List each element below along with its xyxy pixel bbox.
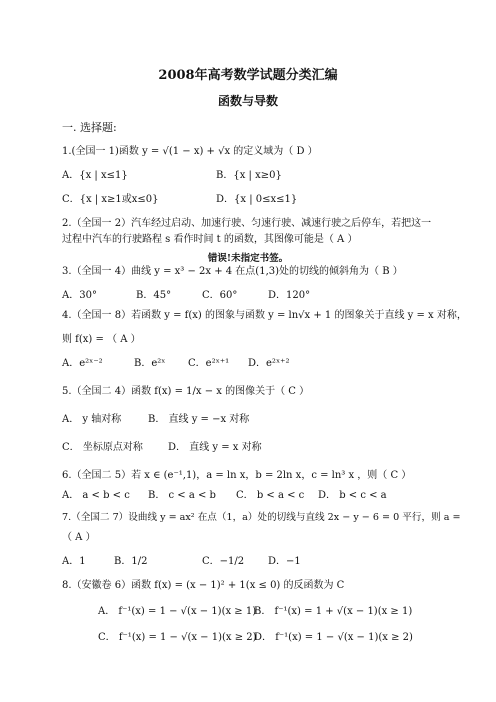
q3-option-b: B．45° [136,290,172,301]
q7-option-b: B．1/2 [114,556,148,567]
q8-stem: 8.（安徽卷 6）函数 f(x) = (x − 1)² + 1(x ≤ 0) 的反函数为 C [62,580,345,591]
q7-line-2: （ A ） [62,532,96,543]
q4-option-b: B．e²ˣ [134,358,166,369]
q7-option-c: C．−1/2 [202,556,245,567]
q4-line-1: 4.（全国一 8）若函数 y = f(x) 的图象与函数 y = ln√x + 1 的图象关于直线 y = x 对称， [62,310,467,321]
q6-option-d: D． b < c < a [318,490,387,501]
q3-stem: 3.（全国一 4）曲线 y = x³ − 2x + 4 在点(1,3)处的切线的倾斜角为（ B ） [62,266,403,277]
q5-stem: 5.（全国二 4）函数 f(x) = 1/x − x 的图像关于（ C ） [62,386,310,397]
q8-option-d: D． f⁻¹(x) = 1 − √(x − 1)(x ≥ 2) [254,632,413,643]
q1-stem: 1.(全国一 1)函数 y = √(1 − x) + √x 的定义域为（ D ） [62,146,318,157]
q4-option-c: C．e²ˣ⁺¹ [188,358,230,369]
q1-option-a: A．{x | x≤1} [62,170,128,181]
q7-option-a: A．1 [62,556,86,567]
q4-line-2: 则 f(x) = （ A ） [62,334,141,345]
q5-option-d: D． 直线 y = x 对称 [168,442,262,453]
q1-option-d: D．{x | 0≤x≤1} [216,194,298,205]
q6-stem: 6.（全国二 5）若 x ∈ (e⁻¹,1)，a = ln x，b = 2ln x，c = ln³ x ，则（ C ） [62,470,412,481]
doc-subtitle: 函数与导数 [217,94,278,108]
q6-option-b: B． c < a < b [148,490,216,501]
q4-option-a: A．e²ˣ⁻² [62,358,103,369]
doc-title: 2008年高考数学试题分类汇编 [158,68,338,83]
q7-option-d: D．−1 [268,556,301,567]
q6-option-c: C． b < a < c [236,490,305,501]
q5-option-b: B． 直线 y = −x 对称 [148,414,250,425]
q5-option-c: C． 坐标原点对称 [62,442,143,453]
q5-option-a: A． y 轴对称 [62,414,122,425]
q1-option-c: C．{x | x≥1或x≤0} [62,194,159,205]
q8-option-b: B． f⁻¹(x) = 1 + √(x − 1)(x ≥ 1) [254,606,413,617]
q7-line-1: 7.（全国二 7）设曲线 y = ax² 在点（1，a）处的切线与直线 2x − y − 6 = 0 平行，则 a = [62,512,461,523]
section-heading: 一. 选择题: [62,121,117,134]
q3-option-c: C．60° [202,290,238,301]
q2-line-1: 2.（全国一 2）汽车经过启动、加速行驶、匀速行驶、减速行驶之后停车，若把这一 [62,218,432,229]
q8-option-c: C． f⁻¹(x) = 1 − √(x − 1)(x ≥ 2) [98,632,257,643]
q2-line-2: 过程中汽车的行驶路程 s 看作时间 t 的函数，其图像可能是（ A ） [62,234,358,245]
q6-option-a: A． a < b < c [62,490,130,501]
q8-option-a: A． f⁻¹(x) = 1 − √(x − 1)(x ≥ 1) [98,606,257,617]
q4-option-d: D．e²ˣ⁺² [248,358,290,369]
q3-option-a: A．30° [62,290,97,301]
q1-option-b: B．{x | x≥0} [216,170,282,181]
q3-option-d: D．120° [268,290,311,301]
error-bookmark-message: 错误!未指定书签。 [207,253,289,264]
